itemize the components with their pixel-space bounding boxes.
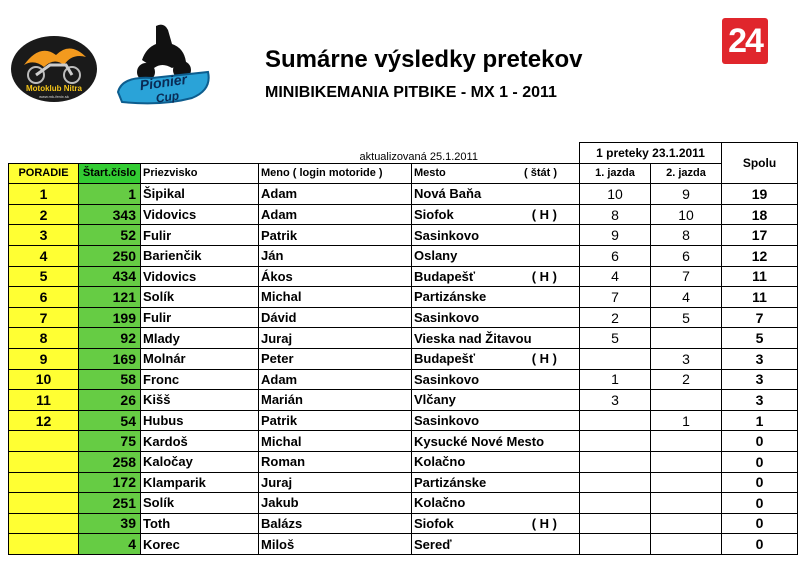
table-row [9,513,798,534]
jazda2-cell [651,431,722,452]
jazda2-cell: 4 [651,287,722,308]
total-cell: 0 [722,451,798,472]
table-row [9,328,798,349]
city-cell [412,184,580,205]
position-cell: 5 [9,266,79,287]
jazda2-cell [651,513,722,534]
city-cell [412,245,580,266]
total-cell: 0 [722,493,798,514]
name-cell: Jakub [259,493,412,514]
city-label: Partizánske [414,474,487,490]
position-cell: 12 [9,410,79,431]
jazda1-cell: 2 [580,307,651,328]
start-number-cell: 26 [79,390,141,411]
table-row [9,390,798,411]
total-cell: 7 [722,307,798,328]
surname-cell: Kišš [141,390,259,411]
name-cell: Adam [259,184,412,205]
city-label: Sasinkovo [414,227,480,243]
name-cell: Patrik [259,225,412,246]
name-cell: Adam [259,369,412,390]
jazda2-cell: 6 [651,245,722,266]
spolu-header: Spolu [722,143,798,184]
total-cell: 5 [722,328,798,349]
start-number-cell: 92 [79,328,141,349]
total-cell: 0 [722,534,798,555]
city-cell [412,410,580,431]
jazda2-cell [651,328,722,349]
city-label: Nová Baňa [414,186,482,202]
position-cell [9,451,79,472]
position-cell: 9 [9,348,79,369]
country-label: ( H ) [531,351,557,367]
jazda1-cell [580,472,651,493]
jazda2-cell: 8 [651,225,722,246]
col-mesto-label: Mesto [414,167,446,180]
24-badge: 24 [722,18,768,64]
jazda2-cell [651,390,722,411]
table-row [9,451,798,472]
total-cell: 3 [722,369,798,390]
jazda2-cell: 10 [651,204,722,225]
jazda1-cell: 5 [580,328,651,349]
position-cell [9,534,79,555]
position-cell: 11 [9,390,79,411]
col-jazda1: 1. jazda [580,163,651,184]
table-row [9,369,798,390]
country-label: ( H ) [531,515,557,531]
city-label: Sasinkovo [414,413,480,429]
city-cell [412,287,580,308]
table-row [9,493,798,514]
city-label: Siofok [414,207,454,223]
city-cell [412,431,580,452]
updated-label: aktualizovaná 25.1.2011 [259,143,580,164]
city-cell [412,369,580,390]
table-row [9,348,798,369]
logo-mid-text-2: Cup [154,88,180,106]
surname-cell: Hubus [141,410,259,431]
surname-cell: Barienčik [141,245,259,266]
jazda1-cell [580,348,651,369]
total-cell: 0 [722,431,798,452]
table-row [9,287,798,308]
logo-mid-text-1: Pionier [138,70,188,94]
jazda1-cell: 4 [580,266,651,287]
logo-left-title: Motoklub Nitra [26,84,82,93]
city-cell [412,513,580,534]
col-jazda2: 2. jazda [651,163,722,184]
position-cell: 4 [9,245,79,266]
city-label: Sasinkovo [414,310,480,326]
table-row [9,184,798,205]
name-cell: Dávid [259,307,412,328]
position-cell [9,431,79,452]
city-label: Budapešť [414,351,476,367]
table-row [9,245,798,266]
start-number-cell: 172 [79,472,141,493]
page-subtitle: MINIBIKEMANIA PITBIKE - MX 1 - 2011 [265,84,557,101]
start-number-cell: 54 [79,410,141,431]
city-label: Siofok [414,515,454,531]
position-cell: 2 [9,204,79,225]
name-cell: Patrik [259,410,412,431]
position-cell [9,493,79,514]
city-cell [412,472,580,493]
surname-cell: Solík [141,287,259,308]
position-cell: 6 [9,287,79,308]
city-label: Sereď [414,536,452,552]
start-number-cell: 250 [79,245,141,266]
jazda2-cell [651,472,722,493]
surname-cell: Korec [141,534,259,555]
city-cell [412,348,580,369]
surname-cell: Fulir [141,307,259,328]
jazda1-cell [580,410,651,431]
start-number-cell: 75 [79,431,141,452]
name-cell: Michal [259,431,412,452]
table-row [9,472,798,493]
table-row [9,225,798,246]
jazda1-cell: 6 [580,245,651,266]
position-cell: 7 [9,307,79,328]
table-row [9,307,798,328]
position-cell: 8 [9,328,79,349]
city-label: Sasinkovo [414,371,480,387]
surname-cell: Fronc [141,369,259,390]
name-cell: Adam [259,204,412,225]
name-cell: Roman [259,451,412,472]
jazda1-cell [580,534,651,555]
start-number-cell: 169 [79,348,141,369]
start-number-cell: 199 [79,307,141,328]
table-row [9,266,798,287]
jazda2-cell [651,534,722,555]
logo-left-url: www.mk-fenix.sk [39,94,69,99]
start-number-cell: 4 [79,534,141,555]
total-cell: 11 [722,287,798,308]
jazda1-cell [580,431,651,452]
city-cell [412,225,580,246]
start-number-cell: 39 [79,513,141,534]
total-cell: 11 [722,266,798,287]
start-number-cell: 251 [79,493,141,514]
country-label: ( H ) [531,207,557,223]
total-cell: 0 [722,513,798,534]
name-cell: Peter [259,348,412,369]
start-number-cell: 58 [79,369,141,390]
start-number-cell: 52 [79,225,141,246]
name-cell: Michal [259,287,412,308]
surname-cell: Solík [141,493,259,514]
surname-cell: Vidovics [141,204,259,225]
city-cell [412,534,580,555]
name-cell: Juraj [259,328,412,349]
table-row [9,204,798,225]
motoklub-nitra-logo [10,35,98,103]
jazda2-cell [651,451,722,472]
jazda1-cell: 7 [580,287,651,308]
col-priezvisko: Priezvisko [141,163,259,184]
surname-cell: Kaločay [141,451,259,472]
name-cell: Marián [259,390,412,411]
race-header: 1 preteky 23.1.2011 [580,143,722,164]
jazda2-cell: 5 [651,307,722,328]
col-start: Štart.číslo [79,163,141,184]
surname-cell: Klamparik [141,472,259,493]
jazda1-cell [580,513,651,534]
position-cell: 1 [9,184,79,205]
table-row [9,534,798,555]
table-row [9,410,798,431]
surname-cell: Kardoš [141,431,259,452]
col-meno: Meno ( login motoride ) [259,163,412,184]
city-label: Kysucké Nové Mesto [414,433,545,449]
jazda1-cell: 8 [580,204,651,225]
surname-cell: Toth [141,513,259,534]
total-cell: 0 [722,472,798,493]
total-cell: 17 [722,225,798,246]
total-cell: 19 [722,184,798,205]
jazda1-cell [580,451,651,472]
surname-cell: Vidovics [141,266,259,287]
jazda1-cell: 3 [580,390,651,411]
city-label: Oslany [414,248,458,264]
position-cell: 3 [9,225,79,246]
jazda2-cell: 7 [651,266,722,287]
name-cell: Juraj [259,472,412,493]
country-label: ( H ) [531,268,557,284]
name-cell: Miloš [259,534,412,555]
position-cell: 10 [9,369,79,390]
start-number-cell: 434 [79,266,141,287]
position-cell [9,513,79,534]
city-label: Kolačno [414,454,466,470]
start-number-cell: 1 [79,184,141,205]
jazda2-cell [651,493,722,514]
table-row [9,431,798,452]
start-number-cell: 121 [79,287,141,308]
start-number-cell: 343 [79,204,141,225]
pionier-cup-logo [112,22,216,112]
city-cell [412,451,580,472]
jazda1-cell: 9 [580,225,651,246]
total-cell: 1 [722,410,798,431]
city-label: Kolačno [414,495,466,511]
jazda2-cell: 1 [651,410,722,431]
surname-cell: Fulir [141,225,259,246]
name-cell: Ákos [259,266,412,287]
jazda1-cell: 10 [580,184,651,205]
name-cell: Ján [259,245,412,266]
total-cell: 3 [722,348,798,369]
city-cell [412,204,580,225]
city-label: Vlčany [414,392,456,408]
name-cell: Balázs [259,513,412,534]
jazda2-cell: 9 [651,184,722,205]
city-cell [412,266,580,287]
city-cell [412,390,580,411]
position-cell [9,472,79,493]
jazda2-cell: 3 [651,348,722,369]
jazda1-cell: 1 [580,369,651,390]
surname-cell: Molnár [141,348,259,369]
col-mesto [412,163,580,184]
results-table [8,142,798,555]
jazda2-cell: 2 [651,369,722,390]
city-cell [412,493,580,514]
surname-cell: Šipikal [141,184,259,205]
surname-cell: Mlady [141,328,259,349]
col-poradie: PORADIE [9,163,79,184]
city-label: Vieska nad Žitavou [414,330,532,346]
total-cell: 3 [722,390,798,411]
total-cell: 18 [722,204,798,225]
jazda1-cell [580,493,651,514]
city-cell [412,328,580,349]
city-label: Budapešť [414,268,476,284]
start-number-cell: 258 [79,451,141,472]
page-title: Sumárne výsledky pretekov [265,46,583,73]
city-label: Partizánske [414,289,487,305]
total-cell: 12 [722,245,798,266]
city-cell [412,307,580,328]
col-stat-label: ( štát ) [524,167,557,180]
